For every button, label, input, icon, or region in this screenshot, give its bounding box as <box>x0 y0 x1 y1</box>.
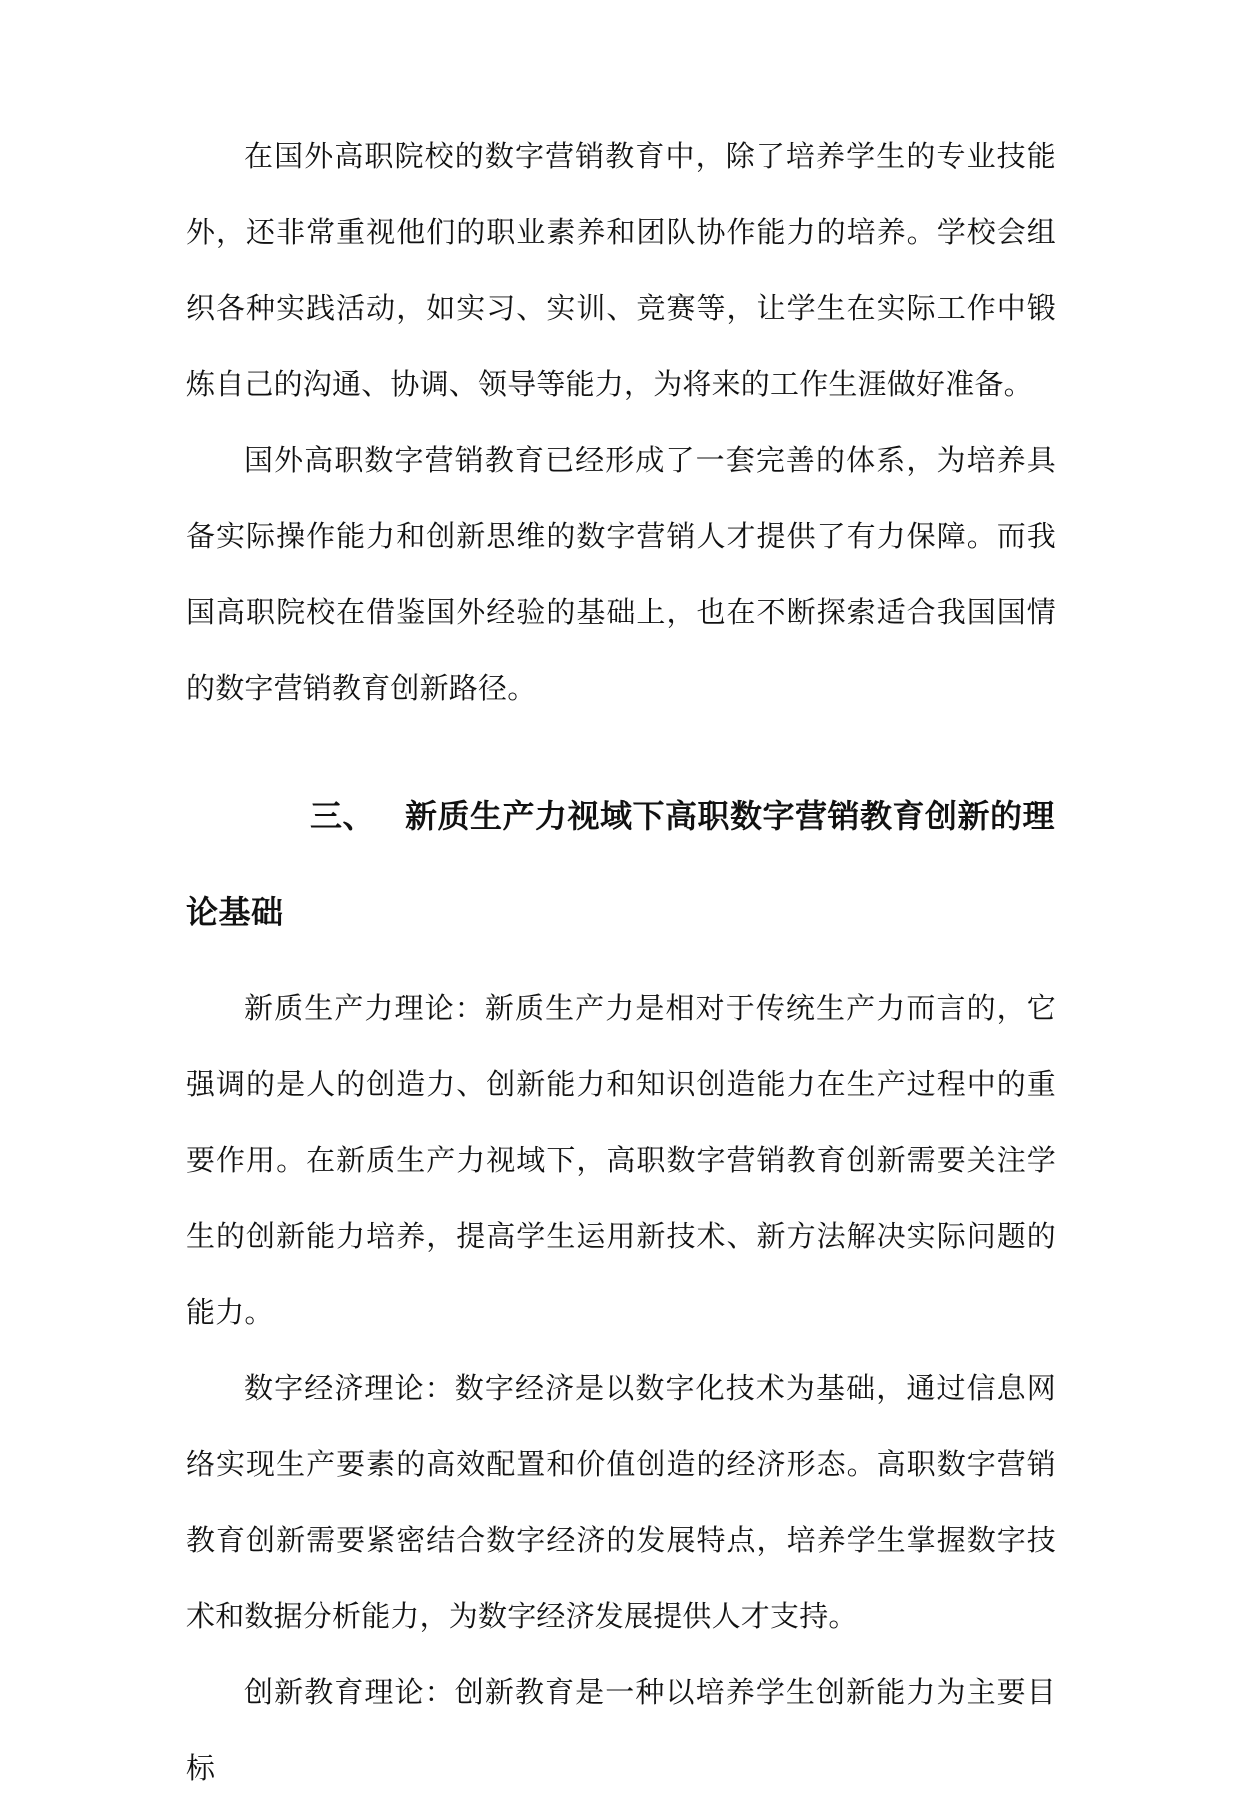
document-page <box>186 118 1056 1806</box>
section-heading <box>186 768 1056 960</box>
section-title: 新质生产力视域下高职数字营销教育创新的理论基础 <box>186 797 1056 931</box>
section-number: 三、 <box>310 797 376 835</box>
paragraph-innovation-education-theory: 创新教育理论：创新教育是一种以培养学生创新能力为主要目标 <box>186 1675 1056 1785</box>
paragraph-foreign-education-soft-skills: 在国外高职院校的数字营销教育中，除了培养学生的专业技能外，还非常重视他们的职业素养和团队协作能力的培养。学校会组织各种实践活动，如实习、实训、竞赛等，让学生在实际工作中锻炼自己的沟通、协调、领导等能力，为将来的工作生涯做好准备。 <box>186 139 1056 401</box>
paragraph-new-productivity-theory: 新质生产力理论：新质生产力是相对于传统生产力而言的，它强调的是人的创造力、创新能力和知识创造能力在生产过程中的重要作用。在新质生产力视域下，高职数字营销教育创新需要关注学生的创新能力培养，提高学生运用新技术、新方法解决实际问题的能力。 <box>186 991 1056 1329</box>
paragraph-digital-economy-theory: 数字经济理论：数字经济是以数字化技术为基础，通过信息网络实现生产要素的高效配置和价值创造的经济形态。高职数字营销教育创新需要紧密结合数字经济的发展特点，培养学生掌握数字技术和数据分析能力，为数字经济发展提供人才支持。 <box>186 1371 1056 1633</box>
paragraph-foreign-education-summary: 国外高职数字营销教育已经形成了一套完善的体系，为培养具备实际操作能力和创新思维的数字营销人才提供了有力保障。而我国高职院校在借鉴国外经验的基础上，也在不断探索适合我国国情的数字营销教育创新路径。 <box>186 443 1056 705</box>
